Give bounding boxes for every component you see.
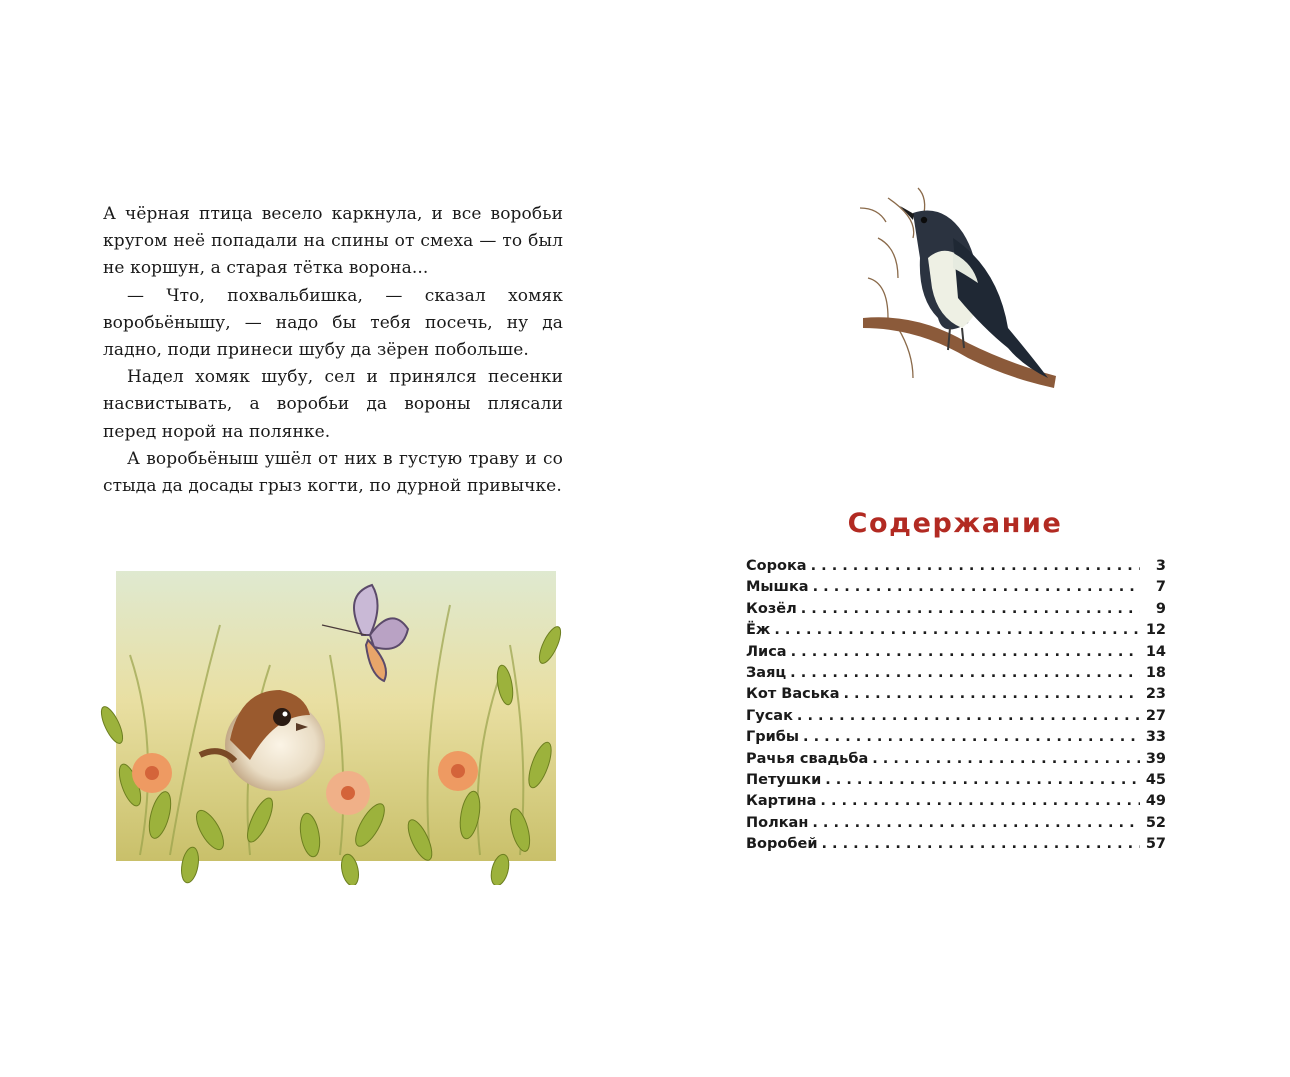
toc-leader-dots bbox=[801, 599, 1140, 620]
toc-leader-dots bbox=[825, 770, 1140, 791]
paragraph: Надел хомяк шубу, сел и принялся песенки насвистывать, а воробьи да вороны плясали перед норой на полянке. bbox=[103, 367, 563, 442]
paragraph: — Что, похвальбишка, — сказал хомяк воробьёнышу, — надо бы тебя посечь, ну да ладно, поди принеси шубу да зёрен побольше. bbox=[103, 285, 563, 361]
toc-entry-page: 23 bbox=[1145, 686, 1166, 703]
toc-leader-dots bbox=[790, 663, 1140, 684]
toc-entry-title: Рачья свадьба bbox=[746, 750, 869, 767]
toc-leader-dots bbox=[813, 577, 1140, 598]
toc-entry[interactable] bbox=[746, 749, 1166, 770]
toc-entry-title: Гусак bbox=[746, 707, 793, 724]
toc-entry-page: 49 bbox=[1145, 793, 1166, 810]
toc-entry-page: 39 bbox=[1145, 750, 1166, 767]
toc-entry-title: Лиса bbox=[746, 643, 787, 660]
toc-leader-dots bbox=[811, 556, 1140, 577]
toc-entry[interactable] bbox=[746, 791, 1166, 812]
toc-title: Содержание bbox=[847, 508, 1063, 539]
toc-entry[interactable] bbox=[746, 834, 1166, 855]
toc-entry-page: 7 bbox=[1155, 579, 1166, 596]
magpie-illustration bbox=[858, 178, 1058, 410]
toc-entry-page: 18 bbox=[1145, 664, 1166, 681]
toc-entry-title: Полкан bbox=[746, 814, 809, 831]
toc-entry[interactable] bbox=[746, 577, 1166, 598]
toc-leader-dots bbox=[791, 642, 1140, 663]
toc-entry[interactable] bbox=[746, 706, 1166, 727]
toc-entry[interactable] bbox=[746, 684, 1166, 705]
toc-entry-page: 45 bbox=[1145, 771, 1166, 788]
toc-entry[interactable] bbox=[746, 663, 1166, 684]
toc-entry-title: Петушки bbox=[746, 771, 822, 788]
toc-entry-page: 52 bbox=[1145, 814, 1166, 831]
toc-leader-dots bbox=[812, 813, 1140, 834]
toc-entry-page: 12 bbox=[1145, 622, 1166, 639]
paragraph: А чёрная птица весело каркнула, и все воробьи кругом неё попадали на спины от смеха — то был не коршун, а старая тётка ворона... bbox=[103, 204, 563, 279]
table-of-contents bbox=[746, 556, 1166, 855]
toc-entry[interactable] bbox=[746, 642, 1166, 663]
toc-leader-dots bbox=[872, 749, 1140, 770]
toc-entry-title: Мышка bbox=[746, 579, 809, 596]
toc-entry-title: Грибы bbox=[746, 729, 800, 746]
toc-leader-dots bbox=[803, 727, 1140, 748]
toc-entry-title: Козёл bbox=[746, 600, 797, 617]
toc-entry-page: 9 bbox=[1155, 600, 1166, 617]
toc-entry-page: 14 bbox=[1145, 643, 1166, 660]
toc-entry-title: Картина bbox=[746, 793, 817, 810]
toc-leader-dots bbox=[820, 791, 1140, 812]
sparrow-illustration bbox=[100, 565, 568, 885]
toc-entry[interactable] bbox=[746, 599, 1166, 620]
paragraph: А воробьёныш ушёл от них в густую траву и со стыда да досады грыз когти, по дурной привычке. bbox=[103, 448, 563, 497]
toc-entry[interactable] bbox=[746, 813, 1166, 834]
toc-entry-page: 33 bbox=[1145, 729, 1166, 746]
toc-entry-title: Сорока bbox=[746, 558, 807, 574]
toc-entry[interactable] bbox=[746, 620, 1166, 641]
toc-entry-title: Заяц bbox=[746, 664, 787, 681]
toc-entry[interactable] bbox=[746, 770, 1166, 791]
toc-entry-title: Ёж bbox=[746, 622, 771, 639]
toc-entry-page: 27 bbox=[1145, 707, 1166, 724]
story-text bbox=[103, 201, 563, 500]
toc-entry-title: Воробей bbox=[746, 836, 818, 853]
toc-entry-title: Кот Васька bbox=[746, 686, 840, 703]
toc-entry-page: 57 bbox=[1145, 836, 1166, 853]
toc-leader-dots bbox=[844, 684, 1141, 705]
toc-leader-dots bbox=[821, 834, 1140, 855]
toc-leader-dots bbox=[774, 620, 1140, 641]
toc-leader-dots bbox=[797, 706, 1140, 727]
toc-entry-page: 3 bbox=[1155, 558, 1166, 574]
toc-entry[interactable] bbox=[746, 727, 1166, 748]
toc-entry[interactable] bbox=[746, 556, 1166, 577]
